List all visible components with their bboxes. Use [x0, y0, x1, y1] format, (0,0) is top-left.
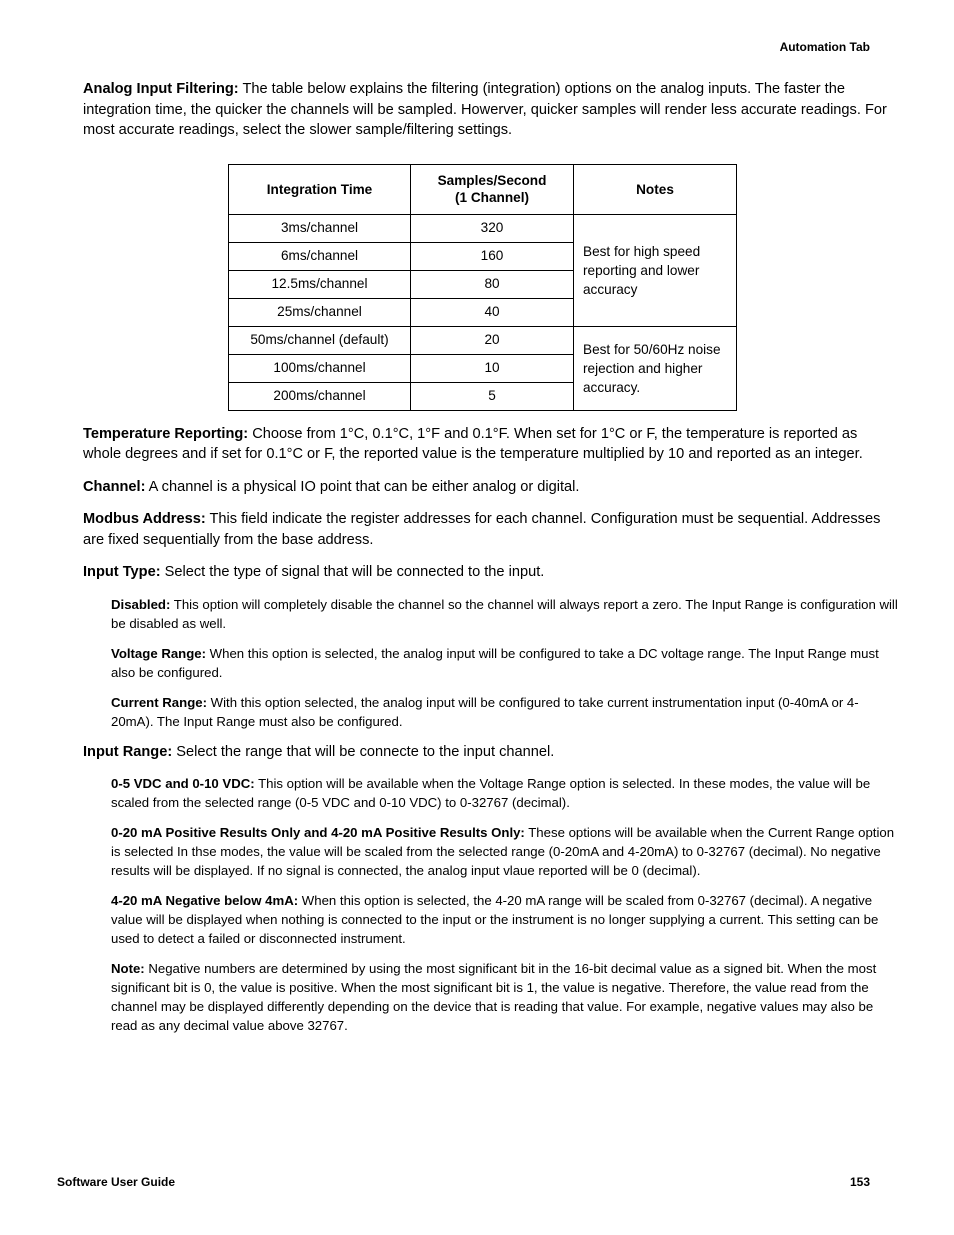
cell-time: 200ms/channel [229, 382, 411, 410]
cell-samples: 5 [411, 382, 574, 410]
table-row [229, 326, 737, 354]
cell-samples: 40 [411, 298, 574, 326]
cell-note-noise-rejection: Best for 50/60Hz noise rejection and higher accuracy. [574, 326, 737, 410]
table-header-row [229, 164, 737, 214]
paragraph-channel [83, 477, 898, 498]
label-channel: Channel: [83, 478, 146, 495]
label-input-type: Input Type: [83, 564, 161, 580]
header-samples-line1: Samples/Second [437, 173, 547, 188]
paragraph-ma-negative [111, 891, 898, 948]
paragraph-ma-positive [111, 823, 898, 880]
cell-time: 3ms/channel [229, 214, 411, 242]
label-analog-filtering: Analog Input Filtering: [83, 81, 239, 97]
integration-table [228, 164, 737, 411]
header-samples-line2: (1 Channel) [454, 190, 529, 205]
text-vdc: This option will be available when the Voltage Range option is selected. In these modes, the value will be scaled from the selected range (0-5 VDC and 0-10 VDC) to 0-32767 (decimal). [111, 776, 871, 810]
page-content [83, 79, 898, 1046]
text-disabled: This option will completely disable the channel so the channel will always report a zero. The Input Range is configuration will be disabled as well. [111, 596, 898, 631]
text-analog-filtering: The table below explains the filtering (integration) options on the analog inputs. The faster the integration time, the quicker the channels will be sampled. Howerver, quicker samples will render less accurate readings. For most accurate readings, select the slower sample/filtering settings. [83, 81, 887, 138]
cell-time: 100ms/channel [229, 354, 411, 382]
paragraph-vdc [111, 774, 898, 812]
paragraph-input-type [83, 562, 898, 583]
text-ma-negative: When this option is selected, the 4-20 mA range will be scaled from 0-32767 (decimal). A negative value will be displayed when nothing is connected to the input or the instrument is no longer supplying a current. This setting can be used to detect a failed or disconnected instrument. [111, 893, 879, 946]
cell-time: 12.5ms/channel [229, 270, 411, 298]
header-integration-time: Integration Time [229, 164, 411, 214]
paragraph-analog-filtering [83, 79, 898, 141]
cell-samples: 320 [411, 214, 574, 242]
text-current-range: With this option selected, the analog input will be configured to take current instrumentation input (0-40mA or 4-20mA). The Input Range must also be configured. [111, 694, 859, 729]
text-voltage-range: When this option is selected, the analog input will be configured to take a DC voltage range. The Input Range must also be configured. [111, 645, 879, 680]
text-channel: A channel is a physical IO point that can be either analog or digital. [145, 478, 580, 495]
paragraph-disabled [111, 595, 898, 633]
cell-samples: 160 [411, 242, 574, 270]
paragraph-input-range [83, 742, 898, 763]
cell-time: 50ms/channel (default) [229, 326, 411, 354]
cell-time: 6ms/channel [229, 242, 411, 270]
running-header: Automation Tab [779, 40, 870, 54]
header-samples [411, 164, 574, 214]
label-note: Note: [111, 961, 145, 976]
cell-note-high-speed: Best for high speed reporting and lower accuracy [574, 214, 737, 326]
cell-time: 25ms/channel [229, 298, 411, 326]
label-ma-positive: 0-20 mA Positive Results Only and 4-20 mA Positive Results Only: [111, 825, 525, 840]
paragraph-voltage-range [111, 644, 898, 682]
cell-samples: 80 [411, 270, 574, 298]
label-current-range: Current Range: [111, 694, 207, 710]
text-ma-positive: These options will be available when the Current Range option is selected In thse modes, the value will be scaled from the selected range (0-20mA and 4-20mA) to 0-32767 (decimal). No negative results will be displayed. If no signal is connected, the analog input vlaue reported will be 0 (decimal). [111, 825, 895, 878]
page-number: 153 [849, 1175, 870, 1189]
text-input-type: Select the type of signal that will be connected to the input. [160, 564, 545, 580]
label-voltage-range: Voltage Range: [111, 645, 207, 661]
text-modbus: This field indicate the register addresses for each channel. Configuration must be sequential. Addresses are fixed sequentially from the base address. [83, 511, 881, 548]
paragraph-current-range [111, 693, 898, 731]
header-notes: Notes [574, 164, 737, 214]
text-note: Negative numbers are determined by using the most significant bit in the 16-bit decimal value as a signed bit. When the most significant bit is 0, the value is positive. When the most significant bit is 1, the value is negative. Therefore, the value read from the channel may be displayed differently depending on the device that is reading that value. For example, negative values may also be read as any decimal value above 32767. [111, 961, 877, 1033]
cell-samples: 10 [411, 354, 574, 382]
paragraph-note [111, 959, 898, 1035]
text-input-range: Select the range that will be connecte to the input channel. [172, 743, 555, 760]
paragraph-modbus [83, 509, 898, 550]
footer-guide-title: Software User Guide [57, 1175, 176, 1189]
label-modbus: Modbus Address: [83, 511, 206, 527]
cell-samples: 20 [411, 326, 574, 354]
text-temperature: Choose from 1°C, 0.1°C, 1°F and 0.1°F. When set for 1°C or F, the temperature is reported as whole degrees and if set for 0.1°C or F, the reported value is the temperature multiplied by 10 and reported as an integer. [83, 425, 863, 462]
table-row [229, 214, 737, 242]
label-disabled: Disabled: [111, 596, 171, 612]
paragraph-temperature [83, 424, 898, 465]
label-temperature: Temperature Reporting: [83, 425, 249, 442]
label-ma-negative: 4-20 mA Negative below 4mA: [111, 893, 299, 908]
label-input-range: Input Range: [83, 743, 173, 760]
label-vdc: 0-5 VDC and 0-10 VDC: [111, 776, 255, 791]
